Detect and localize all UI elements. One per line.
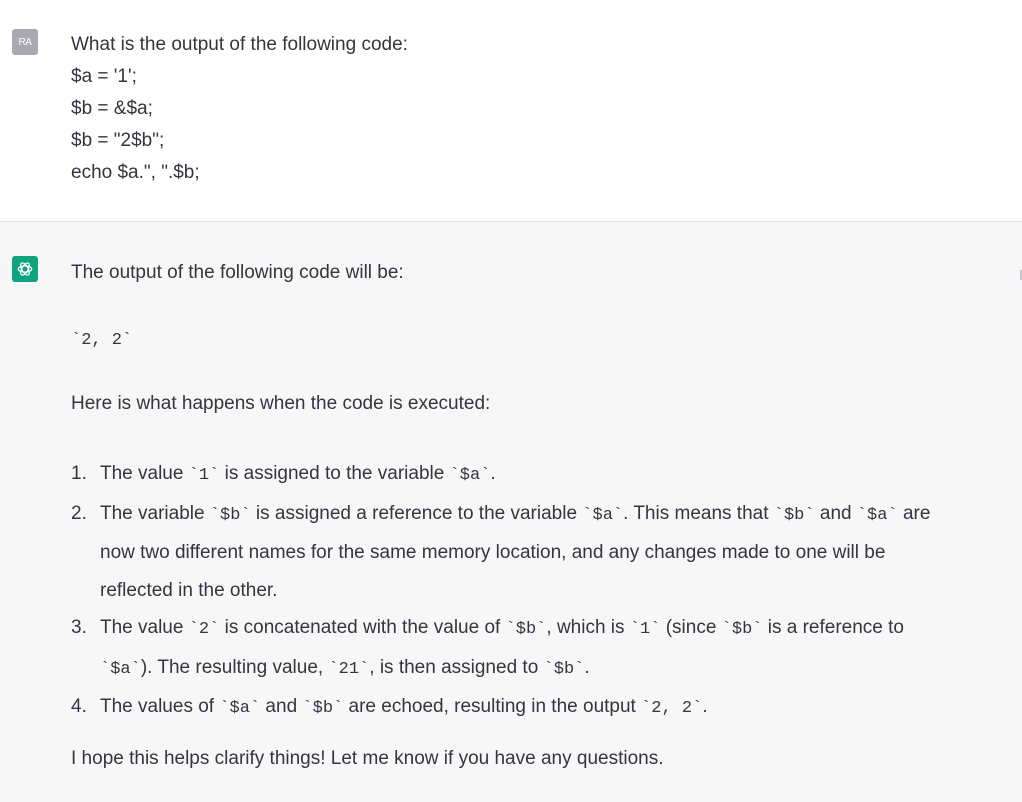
user-message-line: $a = '1'; <box>71 66 137 87</box>
text-segment: (since <box>660 617 722 638</box>
step-text <box>100 455 1001 495</box>
step-item <box>71 609 1001 688</box>
text-segment: The values of <box>100 696 220 717</box>
step-number: 1. <box>71 463 87 484</box>
step-item <box>71 455 1001 495</box>
inline-code: `1` <box>188 466 220 485</box>
step-line <box>100 534 1001 572</box>
step-item <box>71 495 1001 610</box>
step-text <box>100 495 1001 610</box>
openai-logo-icon-svg <box>16 260 34 278</box>
text-segment: are echoed, resulting in the output <box>343 696 642 717</box>
step-item <box>71 688 1001 728</box>
step-line <box>100 455 1001 495</box>
assistant-intro: The output of the following code will be: <box>71 262 404 283</box>
text-segment: , is then assigned to <box>369 656 544 678</box>
inline-code: `$b` <box>505 620 547 639</box>
text-segment: . <box>490 463 496 484</box>
closing-text: I hope this helps clarify things! Let me know if you have any questions. <box>71 748 664 769</box>
inline-code: `1` <box>629 620 661 639</box>
step-number: 3. <box>71 617 87 638</box>
inline-code: `21` <box>328 659 370 679</box>
text-segment: . <box>702 696 708 717</box>
step-line <box>100 495 1001 535</box>
inline-code: `$b` <box>721 620 763 639</box>
user-message-line: echo $a.", ".$b; <box>71 162 200 183</box>
user-message-content <box>71 32 991 192</box>
assistant-message <box>0 222 1022 802</box>
step-line <box>100 572 1001 610</box>
step-line <box>100 688 1001 728</box>
user-message <box>0 0 1022 222</box>
step-text <box>100 688 1001 728</box>
step-line <box>100 609 1001 649</box>
inline-code: `$a` <box>856 505 898 525</box>
text-segment: now two different names for the same memory location, and any changes made to one will be <box>100 542 886 563</box>
text-segment: and <box>814 502 857 524</box>
step-text <box>100 609 1001 688</box>
text-segment: is concatenated with the value of <box>219 617 506 638</box>
inline-code: `$b` <box>543 659 585 679</box>
inline-code: `2` <box>188 620 220 639</box>
user-avatar-initials: RA <box>18 36 32 48</box>
inline-code: `$a` <box>449 466 491 485</box>
openai-logo-icon <box>12 256 38 282</box>
user-avatar <box>12 29 38 55</box>
inline-code: `2, 2` <box>641 699 703 718</box>
explanation-lead: Here is what happens when the code is executed: <box>71 393 491 414</box>
text-segment: The variable <box>100 502 210 524</box>
inline-code: `$b` <box>209 505 251 525</box>
text-segment: and <box>260 696 303 717</box>
step-number: 4. <box>71 696 87 717</box>
step-number: 2. <box>71 502 87 524</box>
user-message-line: What is the output of the following code: <box>71 34 408 55</box>
text-segment: . <box>584 656 590 678</box>
text-segment: reflected in the other. <box>100 579 278 601</box>
text-segment: is assigned a reference to the variable <box>250 502 583 524</box>
inline-code: `$b` <box>773 505 815 525</box>
steps-list <box>71 455 1001 728</box>
text-segment: ). The resulting value, <box>140 656 329 678</box>
text-segment: are <box>897 502 931 524</box>
text-segment: The value <box>100 463 189 484</box>
text-segment: , which is <box>546 617 630 638</box>
text-segment: is a reference to <box>762 617 905 638</box>
text-segment: is assigned to the variable <box>219 463 450 484</box>
user-message-line: $b = &$a; <box>71 98 153 119</box>
output-code: `2, 2` <box>71 331 133 350</box>
inline-code: `$a` <box>100 659 141 679</box>
inline-code: `$a` <box>582 505 624 525</box>
text-segment: The value <box>100 617 189 638</box>
step-line <box>100 649 1001 689</box>
inline-code: `$b` <box>302 699 344 718</box>
text-segment: . This means that <box>623 502 774 524</box>
user-message-line: $b = "2$b"; <box>71 130 165 151</box>
inline-code: `$a` <box>219 699 261 718</box>
